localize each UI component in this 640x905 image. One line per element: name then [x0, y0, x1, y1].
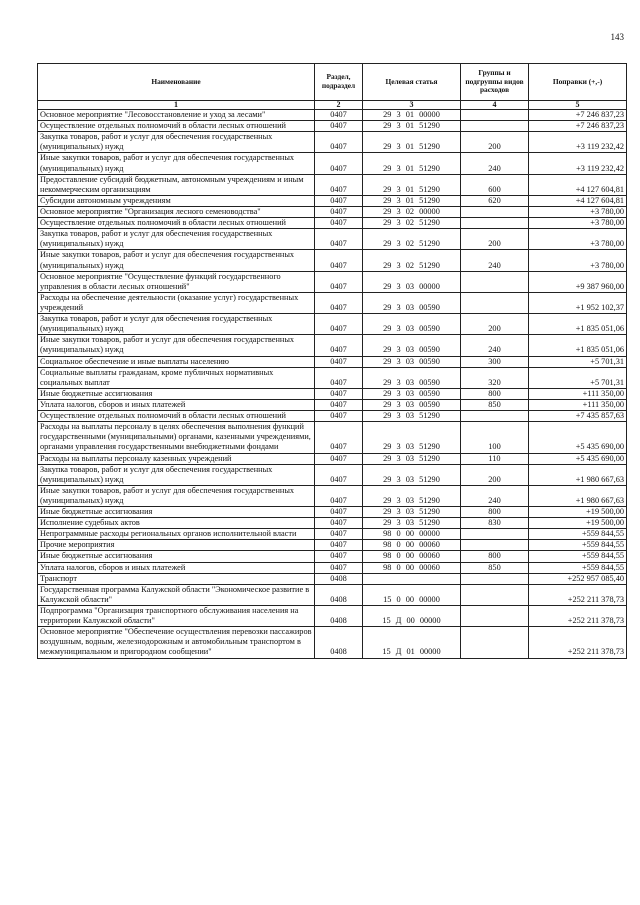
row-expense-group: 110	[461, 453, 529, 464]
row-amount: +3 119 232,42	[529, 132, 627, 153]
table-row	[38, 562, 627, 573]
table-row	[38, 206, 627, 217]
row-expense-group	[461, 110, 529, 121]
row-expense-group	[461, 206, 529, 217]
row-name: Расходы на выплаты персоналу в целях обеспечения выполнения функций государственными (муниципальными) органами, казенными учреждениями, органами управления государственными внебюджетными фондами	[38, 422, 315, 453]
table-row	[38, 195, 627, 206]
row-name: Подпрограмма "Организация транспортного обслуживания населения на территории Калужской области"	[38, 606, 315, 627]
table-row	[38, 507, 627, 518]
row-target-article: 29 3 03 51290	[363, 518, 461, 529]
row-name: Осуществление отдельных полномочий в области лесных отношений	[38, 218, 315, 229]
row-amount: +3 780,00	[529, 218, 627, 229]
row-target-article: 29 3 03 51290	[363, 485, 461, 506]
row-section: 0407	[315, 529, 363, 540]
table-row	[38, 271, 627, 292]
row-expense-group	[461, 573, 529, 584]
row-target-article: 15 Д 00 00000	[363, 606, 461, 627]
row-section: 0407	[315, 314, 363, 335]
row-expense-group	[461, 292, 529, 313]
row-target-article: 29 3 03 00000	[363, 271, 461, 292]
row-amount: +3 119 232,42	[529, 153, 627, 174]
row-expense-group: 200	[461, 132, 529, 153]
column-number-row	[38, 101, 627, 110]
row-section: 0407	[315, 540, 363, 551]
row-target-article: 29 3 03 51290	[363, 453, 461, 464]
row-name: Закупка товаров, работ и услуг для обеспечения государственных (муниципальных) нужд	[38, 229, 315, 250]
row-section: 0407	[315, 292, 363, 313]
row-section: 0407	[315, 132, 363, 153]
row-target-article: 29 3 03 00590	[363, 292, 461, 313]
table-row	[38, 453, 627, 464]
row-section: 0408	[315, 573, 363, 584]
row-target-article: 29 3 02 00000	[363, 206, 461, 217]
column-number: 5	[529, 101, 627, 110]
row-expense-group: 300	[461, 356, 529, 367]
header-amount: Поправки (+,-)	[529, 64, 627, 101]
table-row	[38, 110, 627, 121]
row-target-article: 29 3 01 00000	[363, 110, 461, 121]
row-section: 0407	[315, 271, 363, 292]
row-amount: +5 435 690,00	[529, 453, 627, 464]
table-row	[38, 399, 627, 410]
row-name: Иные закупки товаров, работ и услуг для обеспечения государственных (муниципальных) нужд	[38, 153, 315, 174]
row-target-article: 29 3 02 51290	[363, 229, 461, 250]
row-amount: +4 127 604,81	[529, 174, 627, 195]
table-row	[38, 518, 627, 529]
row-name: Расходы на выплаты персоналу казенных учреждений	[38, 453, 315, 464]
row-section: 0407	[315, 110, 363, 121]
row-amount: +111 350,00	[529, 399, 627, 410]
row-name: Исполнение судебных актов	[38, 518, 315, 529]
row-target-article: 29 3 01 51290	[363, 153, 461, 174]
row-amount: +3 780,00	[529, 206, 627, 217]
row-section: 0407	[315, 507, 363, 518]
table-row	[38, 229, 627, 250]
row-section: 0407	[315, 153, 363, 174]
row-expense-group	[461, 121, 529, 132]
row-section: 0407	[315, 518, 363, 529]
row-target-article	[363, 573, 461, 584]
row-expense-group: 800	[461, 388, 529, 399]
row-amount: +19 500,00	[529, 507, 627, 518]
column-number: 3	[363, 101, 461, 110]
row-amount: +19 500,00	[529, 518, 627, 529]
table-row	[38, 551, 627, 562]
row-amount: +1 952 102,37	[529, 292, 627, 313]
row-name: Расходы на обеспечение деятельности (оказание услуг) государственных учреждений	[38, 292, 315, 313]
row-section: 0407	[315, 367, 363, 388]
row-amount: +1 980 667,63	[529, 464, 627, 485]
row-name: Иные бюджетные ассигнования	[38, 388, 315, 399]
row-name: Основное мероприятие "Лесовосстановление и уход за лесами"	[38, 110, 315, 121]
row-expense-group	[461, 218, 529, 229]
table-row	[38, 250, 627, 271]
row-target-article: 15 Д 01 00000	[363, 627, 461, 658]
row-expense-group: 200	[461, 229, 529, 250]
table-row	[38, 529, 627, 540]
row-target-article: 29 3 01 51290	[363, 121, 461, 132]
row-amount: +4 127 604,81	[529, 195, 627, 206]
row-amount: +1 835 051,06	[529, 314, 627, 335]
row-amount: +7 246 837,23	[529, 110, 627, 121]
row-target-article: 29 3 03 51290	[363, 411, 461, 422]
row-target-article: 29 3 03 00590	[363, 367, 461, 388]
row-name: Прочие мероприятия	[38, 540, 315, 551]
row-amount: +252 211 378,73	[529, 606, 627, 627]
row-amount: +559 844,55	[529, 540, 627, 551]
column-number: 4	[461, 101, 529, 110]
row-amount: +7 435 857,63	[529, 411, 627, 422]
row-target-article: 29 3 03 51290	[363, 464, 461, 485]
row-target-article: 29 3 03 00590	[363, 399, 461, 410]
row-section: 0407	[315, 562, 363, 573]
row-target-article: 29 3 02 51290	[363, 218, 461, 229]
header-group: Группы и подгруппы видов расходов	[461, 64, 529, 101]
table-row	[38, 485, 627, 506]
row-name: Транспорт	[38, 573, 315, 584]
row-name: Субсидии автономным учреждениям	[38, 195, 315, 206]
row-name: Осуществление отдельных полномочий в области лесных отношений	[38, 411, 315, 422]
header-section: Раздел, подраздел	[315, 64, 363, 101]
row-section: 0407	[315, 229, 363, 250]
row-section: 0407	[315, 356, 363, 367]
row-amount: +3 780,00	[529, 250, 627, 271]
row-amount: +5 435 690,00	[529, 422, 627, 453]
row-target-article: 98 0 00 00060	[363, 540, 461, 551]
row-expense-group: 850	[461, 399, 529, 410]
row-expense-group: 240	[461, 153, 529, 174]
column-number: 1	[38, 101, 315, 110]
row-amount: +9 387 960,00	[529, 271, 627, 292]
row-name: Иные бюджетные ассигнования	[38, 507, 315, 518]
row-expense-group: 620	[461, 195, 529, 206]
row-expense-group: 200	[461, 314, 529, 335]
table-body	[38, 110, 627, 659]
row-amount: +559 844,55	[529, 529, 627, 540]
row-name: Закупка товаров, работ и услуг для обеспечения государственных (муниципальных) нужд	[38, 314, 315, 335]
row-name: Уплата налогов, сборов и иных платежей	[38, 399, 315, 410]
row-amount: +1 980 667,63	[529, 485, 627, 506]
table-row	[38, 218, 627, 229]
page-number: 143	[610, 32, 624, 42]
table-row	[38, 540, 627, 551]
row-amount: +5 701,31	[529, 356, 627, 367]
row-section: 0407	[315, 422, 363, 453]
row-target-article: 29 3 03 00590	[363, 356, 461, 367]
row-amount: +5 701,31	[529, 367, 627, 388]
row-expense-group	[461, 271, 529, 292]
row-section: 0407	[315, 388, 363, 399]
row-section: 0407	[315, 485, 363, 506]
table-row	[38, 627, 627, 658]
row-expense-group: 100	[461, 422, 529, 453]
row-section: 0408	[315, 584, 363, 605]
row-target-article: 29 3 02 51290	[363, 250, 461, 271]
row-section: 0407	[315, 399, 363, 410]
row-amount: +559 844,55	[529, 551, 627, 562]
table-row	[38, 367, 627, 388]
row-name: Основное мероприятие "Обеспечение осуществления перевозки пассажиров воздушным, водным, железнодорожным и автомобильным транспортом в межмуниципальном и пригородном сообщении"	[38, 627, 315, 658]
row-expense-group	[461, 529, 529, 540]
row-expense-group: 240	[461, 250, 529, 271]
budget-amendments-table	[37, 63, 627, 659]
row-amount: +559 844,55	[529, 562, 627, 573]
row-name: Уплата налогов, сборов и иных платежей	[38, 562, 315, 573]
row-section: 0407	[315, 464, 363, 485]
row-target-article: 98 0 00 00060	[363, 562, 461, 573]
row-target-article: 98 0 00 00060	[363, 551, 461, 562]
row-name: Иные бюджетные ассигнования	[38, 551, 315, 562]
row-expense-group: 800	[461, 551, 529, 562]
row-expense-group	[461, 540, 529, 551]
row-section: 0408	[315, 627, 363, 658]
row-name: Предоставление субсидий бюджетным, автономным учреждениям и иным некоммерческим организациям	[38, 174, 315, 195]
row-section: 0407	[315, 453, 363, 464]
table-row	[38, 174, 627, 195]
row-target-article: 29 3 03 51290	[363, 422, 461, 453]
row-section: 0407	[315, 195, 363, 206]
row-name: Непрограммные расходы региональных органов исполнительной власти	[38, 529, 315, 540]
table-row	[38, 121, 627, 132]
row-expense-group	[461, 584, 529, 605]
row-name: Иные закупки товаров, работ и услуг для обеспечения государственных (муниципальных) нужд	[38, 335, 315, 356]
row-name: Иные закупки товаров, работ и услуг для обеспечения государственных (муниципальных) нужд	[38, 485, 315, 506]
table-row	[38, 411, 627, 422]
row-target-article: 29 3 03 00590	[363, 314, 461, 335]
table-row	[38, 464, 627, 485]
row-section: 0407	[315, 206, 363, 217]
table-row	[38, 573, 627, 584]
row-name: Иные закупки товаров, работ и услуг для обеспечения государственных (муниципальных) нужд	[38, 250, 315, 271]
table-row	[38, 606, 627, 627]
row-name: Закупка товаров, работ и услуг для обеспечения государственных (муниципальных) нужд	[38, 464, 315, 485]
table-row	[38, 422, 627, 453]
row-name: Основное мероприятие "Организация лесного семеноводства"	[38, 206, 315, 217]
table-row	[38, 132, 627, 153]
header-target: Целевая статья	[363, 64, 461, 101]
row-section: 0407	[315, 335, 363, 356]
row-name: Социальное обеспечение и иные выплаты населению	[38, 356, 315, 367]
row-name: Государственная программа Калужской области "Экономическое развитие в Калужской области"	[38, 584, 315, 605]
row-target-article: 15 0 00 00000	[363, 584, 461, 605]
row-expense-group: 850	[461, 562, 529, 573]
row-target-article: 29 3 03 00590	[363, 388, 461, 399]
row-name: Основное мероприятие "Осуществление функций государственного управления в области лесных отношений"	[38, 271, 315, 292]
table-row	[38, 584, 627, 605]
row-section: 0407	[315, 121, 363, 132]
row-amount: +252 211 378,73	[529, 584, 627, 605]
row-name: Закупка товаров, работ и услуг для обеспечения государственных (муниципальных) нужд	[38, 132, 315, 153]
row-expense-group: 600	[461, 174, 529, 195]
row-amount: +252 957 085,40	[529, 573, 627, 584]
row-target-article: 29 3 03 51290	[363, 507, 461, 518]
row-section: 0407	[315, 174, 363, 195]
row-expense-group	[461, 606, 529, 627]
row-target-article: 98 0 00 00000	[363, 529, 461, 540]
row-name: Осуществление отдельных полномочий в области лесных отношений	[38, 121, 315, 132]
row-expense-group: 830	[461, 518, 529, 529]
header-row	[38, 64, 627, 101]
table-row	[38, 335, 627, 356]
row-amount: +1 835 051,06	[529, 335, 627, 356]
table-row	[38, 356, 627, 367]
row-amount: +3 780,00	[529, 229, 627, 250]
column-number: 2	[315, 101, 363, 110]
row-expense-group	[461, 627, 529, 658]
row-section: 0407	[315, 411, 363, 422]
row-target-article: 29 3 01 51290	[363, 132, 461, 153]
table-row	[38, 292, 627, 313]
header-name: Наименование	[38, 64, 315, 101]
row-section: 0408	[315, 606, 363, 627]
table-row	[38, 153, 627, 174]
row-target-article: 29 3 01 51290	[363, 174, 461, 195]
row-amount: +111 350,00	[529, 388, 627, 399]
table-row	[38, 388, 627, 399]
row-amount: +252 211 378,73	[529, 627, 627, 658]
row-expense-group: 200	[461, 464, 529, 485]
row-section: 0407	[315, 218, 363, 229]
row-expense-group: 320	[461, 367, 529, 388]
row-section: 0407	[315, 551, 363, 562]
row-name: Социальные выплаты гражданам, кроме публичных нормативных социальных выплат	[38, 367, 315, 388]
row-expense-group: 800	[461, 507, 529, 518]
row-amount: +7 246 837,23	[529, 121, 627, 132]
row-expense-group: 240	[461, 485, 529, 506]
row-expense-group	[461, 411, 529, 422]
table-row	[38, 314, 627, 335]
row-expense-group: 240	[461, 335, 529, 356]
row-section: 0407	[315, 250, 363, 271]
row-target-article: 29 3 03 00590	[363, 335, 461, 356]
row-target-article: 29 3 01 51290	[363, 195, 461, 206]
